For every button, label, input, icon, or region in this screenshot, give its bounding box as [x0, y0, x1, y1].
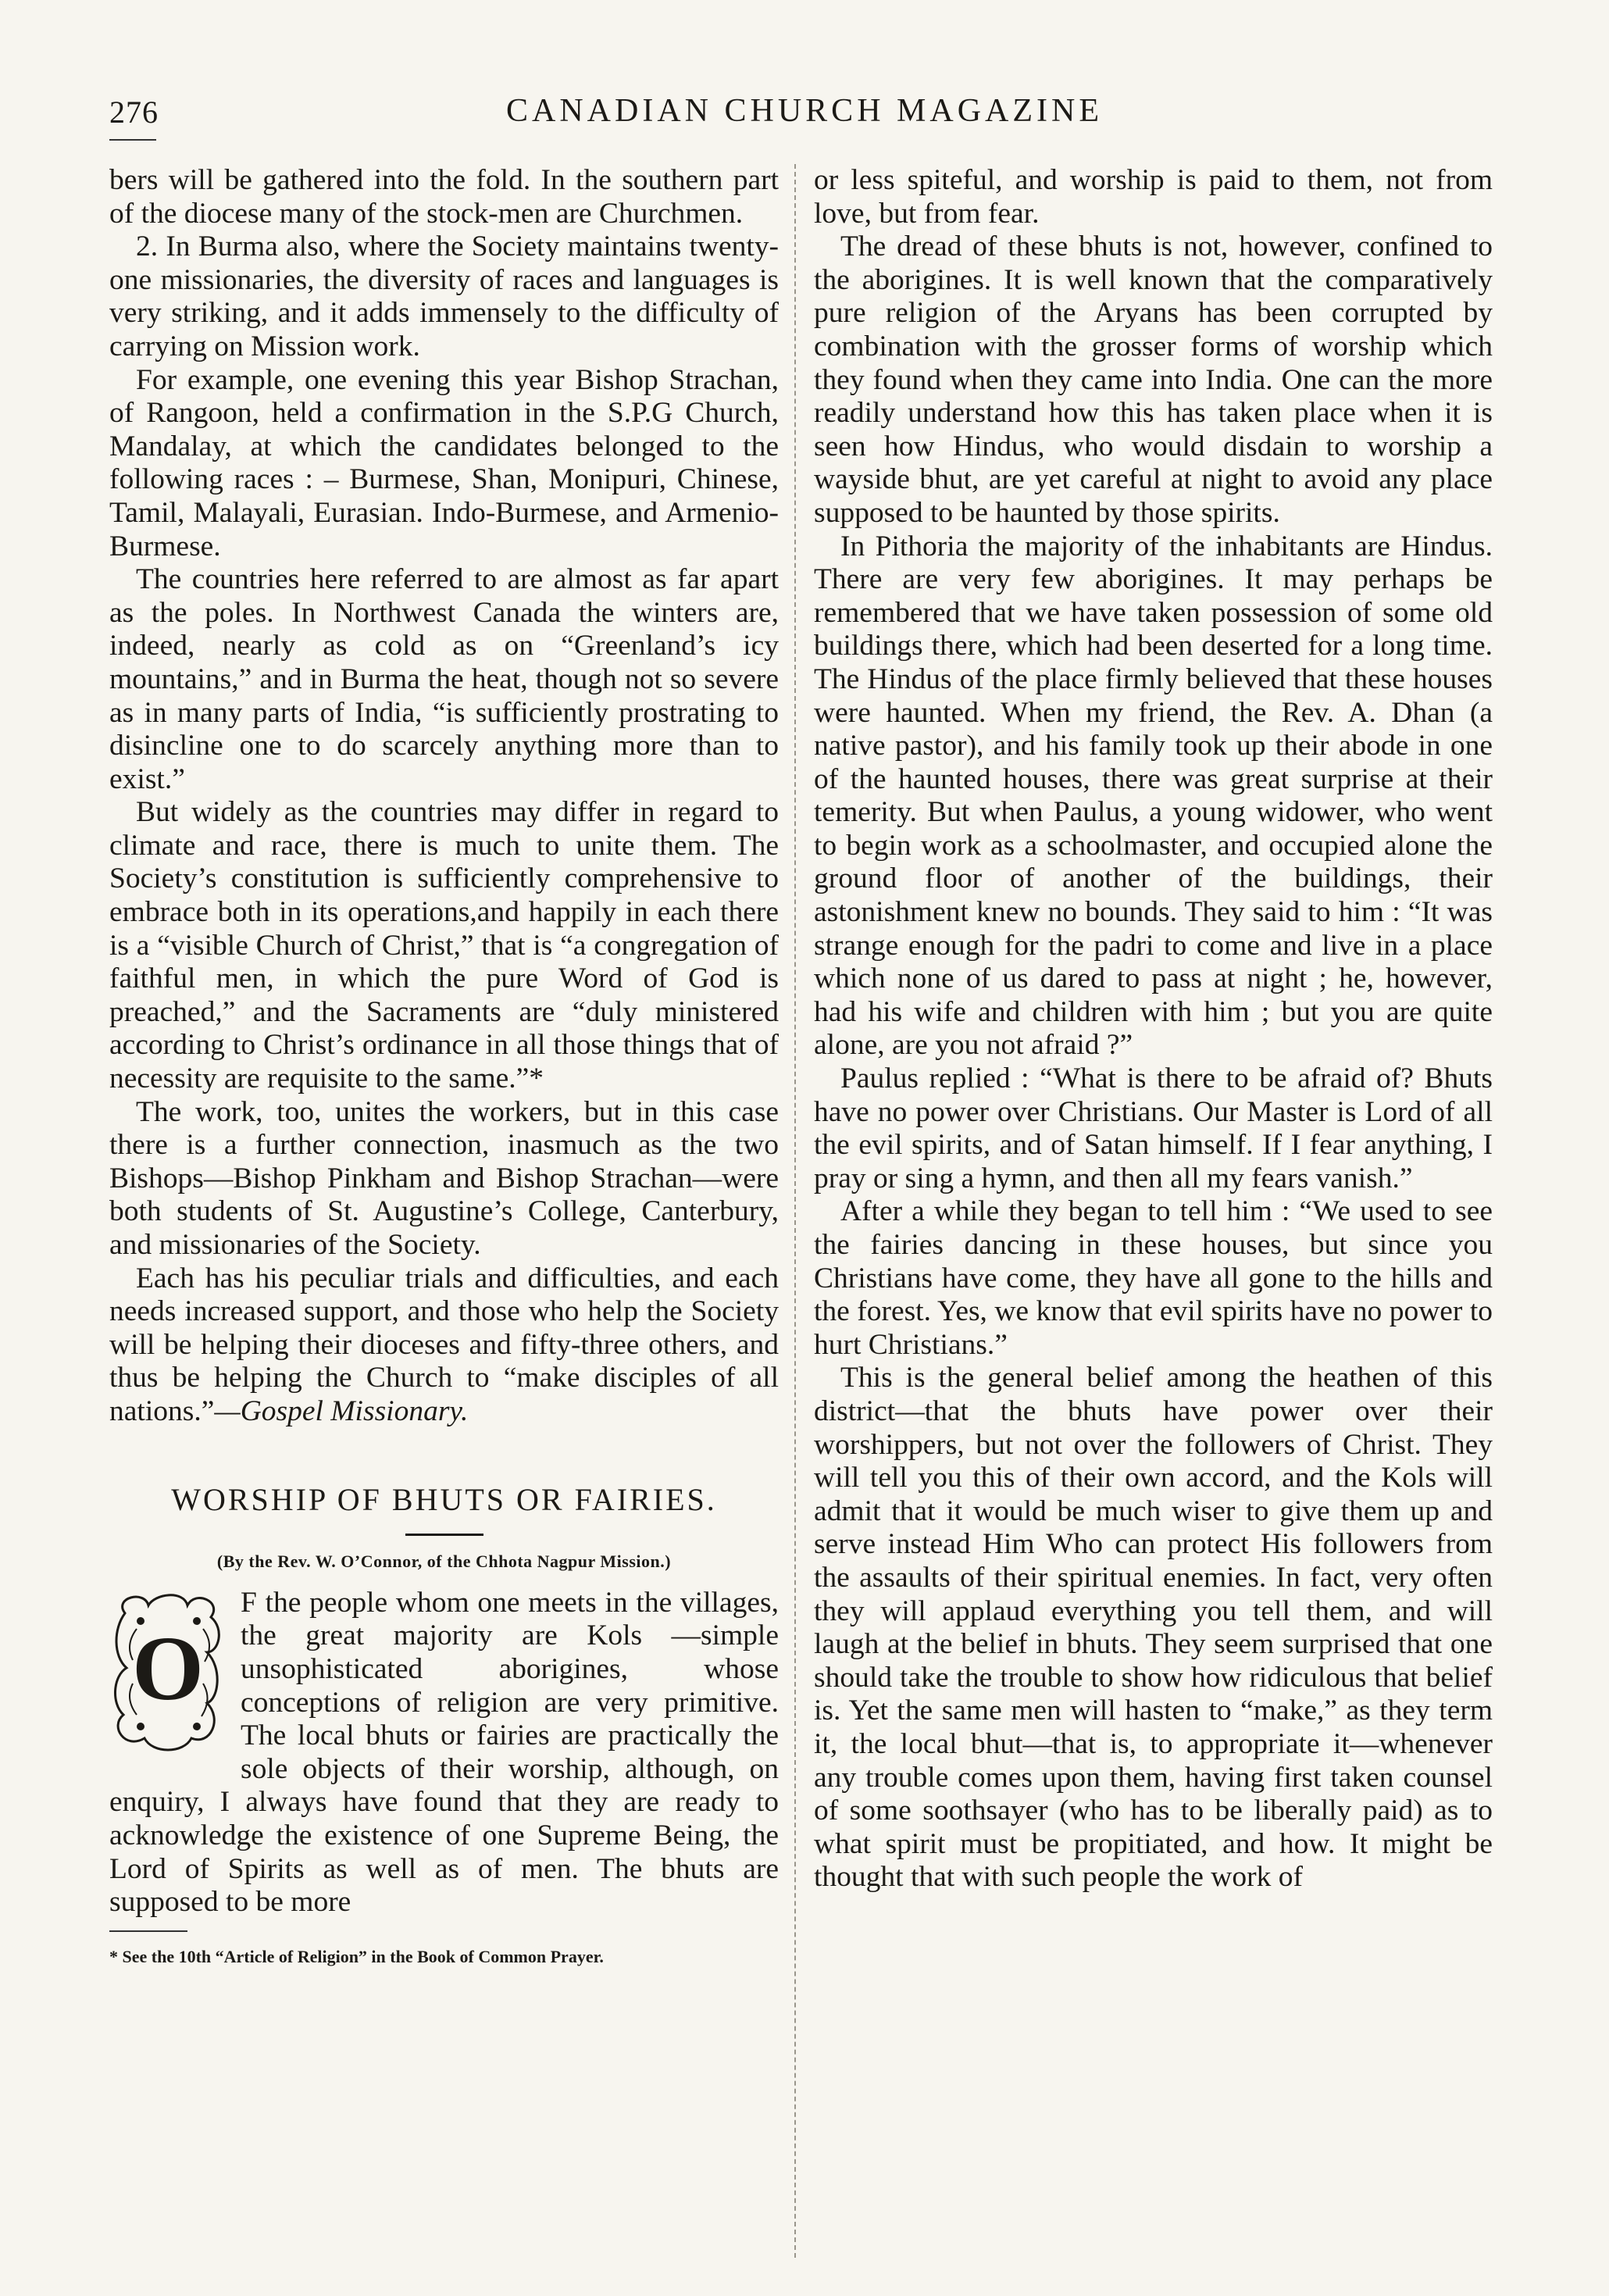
paragraph: 2. In Burma also, where the Society maintains twenty-one missionaries, the diversity of races and languages is very striking, and it adds immensely to the difficulty of carrying on Mission work.	[109, 230, 779, 362]
paragraph: Paulus replied : “What is there to be afraid of? Bhuts have no power over Christians. Our Master is Lord of all the evil spirits, and of Satan himself. If I fear anything, I pray or sing a hymn, and then all my fears vanish.”	[814, 1062, 1493, 1194]
right-column	[814, 164, 1493, 1894]
paragraph: In Pithoria the majority of the inhabitants are Hindus. There are very few aborigines. It may perhaps be remembered that we have taken possession of some old buildings there, which had been deserted for a long time. The Hindus of the place firmly believed that these houses were haunted. When my friend, the Rev. A. Dhan (a native pastor), and his family took up their abode in one of the haunted houses, there was great surprise at their temerity. But when Paulus, a young widower, who went to begin work as a schoolmaster, and occupied alone the ground floor of another of the buildings, their astonishment knew no bounds. They said to him : “It was strange enough for the padri to come and live in a place which none of us dared to pass at night ; he, however, had his wife and children with him ; but you are quite alone, are you not afraid ?”	[814, 530, 1493, 1062]
ornamental-initial-icon	[109, 1590, 227, 1754]
paragraph: The work, too, unites the workers, but in this case there is a further connection, inasmuch as the two Bishops—Bishop Pinkham and Bishop Strachan—were both students of St. Augustine’s College, Canterbury, and missionaries of the Society.	[109, 1095, 779, 1261]
dropcap-letter: O	[132, 1616, 204, 1719]
column-divider	[794, 164, 796, 2258]
byline: (By the Rev. W. O’Connor, of the Chhota Nagpur Mission.)	[216, 1551, 672, 1572]
footnote-rule	[109, 1930, 187, 1932]
source-credit: —Gospel Missionary.	[214, 1394, 469, 1427]
article-title: WORSHIP OF BHUTS OR FAIRIES.	[171, 1481, 717, 1517]
running-head: CANADIAN CHURCH MAGAZINE	[506, 93, 1103, 129]
page-number: 276	[109, 95, 159, 130]
paragraph: This is the general belief among the heathen of this district—that the bhuts have power over their worshippers, but not over the followers of Christ. They will tell you this of their own accord, and the Kols will admit that it would be much wiser to give them up and serve instead Him Who can protect His followers from the assaults of their spiritual enemies. In fact, very often they will applaud everything you tell them, and will laugh at the belief in bhuts. They seem surprised that one should take the trouble to show how ridiculous that belief is. Yet the same men will hasten to “make,” as they term it, the local bhut—that is, to appropriate it—whenever any trouble comes upon them, having first taken counsel of some soothsayer (who has to be liberally paid) as to what spirit must be propitiated, and how. It might be thought that with such people the work of	[814, 1362, 1493, 1894]
left-column	[109, 164, 779, 1968]
paragraph: bers will be gathered into the fold. In the southern part of the diocese many of the stock-men are Churchmen.	[109, 164, 779, 230]
paragraph: But widely as the countries may differ in regard to climate and race, there is much to unite them. The Society’s constitution is sufficiently comprehensive to embrace both in its operations,and happily in each there is a “visible Church of Christ,” that is “a congregation of faithful men, in which the pure Word of God is preached,” and the Sacraments are “duly ministered according to Christ’s ordinance in all those things that of necessity are requisite to the same.”*	[109, 796, 779, 1095]
paragraph: For example, one evening this year Bishop Strachan, of Rangoon, held a confirmation in the S.P.G Church, Mandalay, at which the candidates belonged to the following races : – Burmese, Shan, Monipuri, Chinese, Tamil, Malayali, Eurasian. Indo-Burmese, and Armenio-Burmese.	[109, 363, 779, 562]
paragraph	[109, 1262, 779, 1429]
paragraph: or less spiteful, and worship is paid to them, not from love, but from fear.	[814, 164, 1493, 230]
paragraph: After a while they began to tell him : “We used to see the fairies dancing in these houses, but since you Christians have come, they have all gone to the hills and the forest. Yes, we know that evil spirits have no power to hurt Christians.”	[814, 1195, 1493, 1361]
footnote: * See the 10th “Article of Religion” in the Book of Common Prayer.	[109, 1946, 604, 1966]
title-rule	[405, 1534, 483, 1536]
paragraph-text: F the people whom one meets in the villages, the great majority are Kols —simple unsophisticated aborigines, whose conceptions of religion are very primitive. The local bhuts or fairies are practically the sole objects of their worship, although, on enquiry, I always have found that they are ready to acknowledge the existence of one Supreme Being, the Lord of Spirits as well as of men. The bhuts are supposed to be more	[109, 1586, 779, 1919]
paragraph-text: Each has his peculiar trials and difficulties, and each needs increased support, and those who help the Society will be helping their dioceses and fifty-three others, and thus be helping the Church to “make disciples of all nations.”	[109, 1262, 779, 1427]
header-rule	[109, 139, 156, 141]
opening-paragraph	[109, 1587, 779, 1919]
paragraph: The countries here referred to are almost as far apart as the poles. In Northwest Canada the winters are, indeed, nearly as cold as on “Greenland’s icy mountains,” and in Burma the heat, though not so severe as in many parts of India, “is sufficiently prostrating to disincline one to do scarcely anything more than to exist.”	[109, 563, 779, 795]
paragraph: The dread of these bhuts is not, however, confined to the aborigines. It is well known that the comparatively pure religion of the Aryans has been corrupted by combination with the grosser forms of worship which they found when they came into India. One can the more readily understand how this has taken place when it is seen how Hindus, who would disdain to worship a wayside bhut, are yet careful at night to avoid any place supposed to be haunted by those spirits.	[814, 230, 1493, 529]
